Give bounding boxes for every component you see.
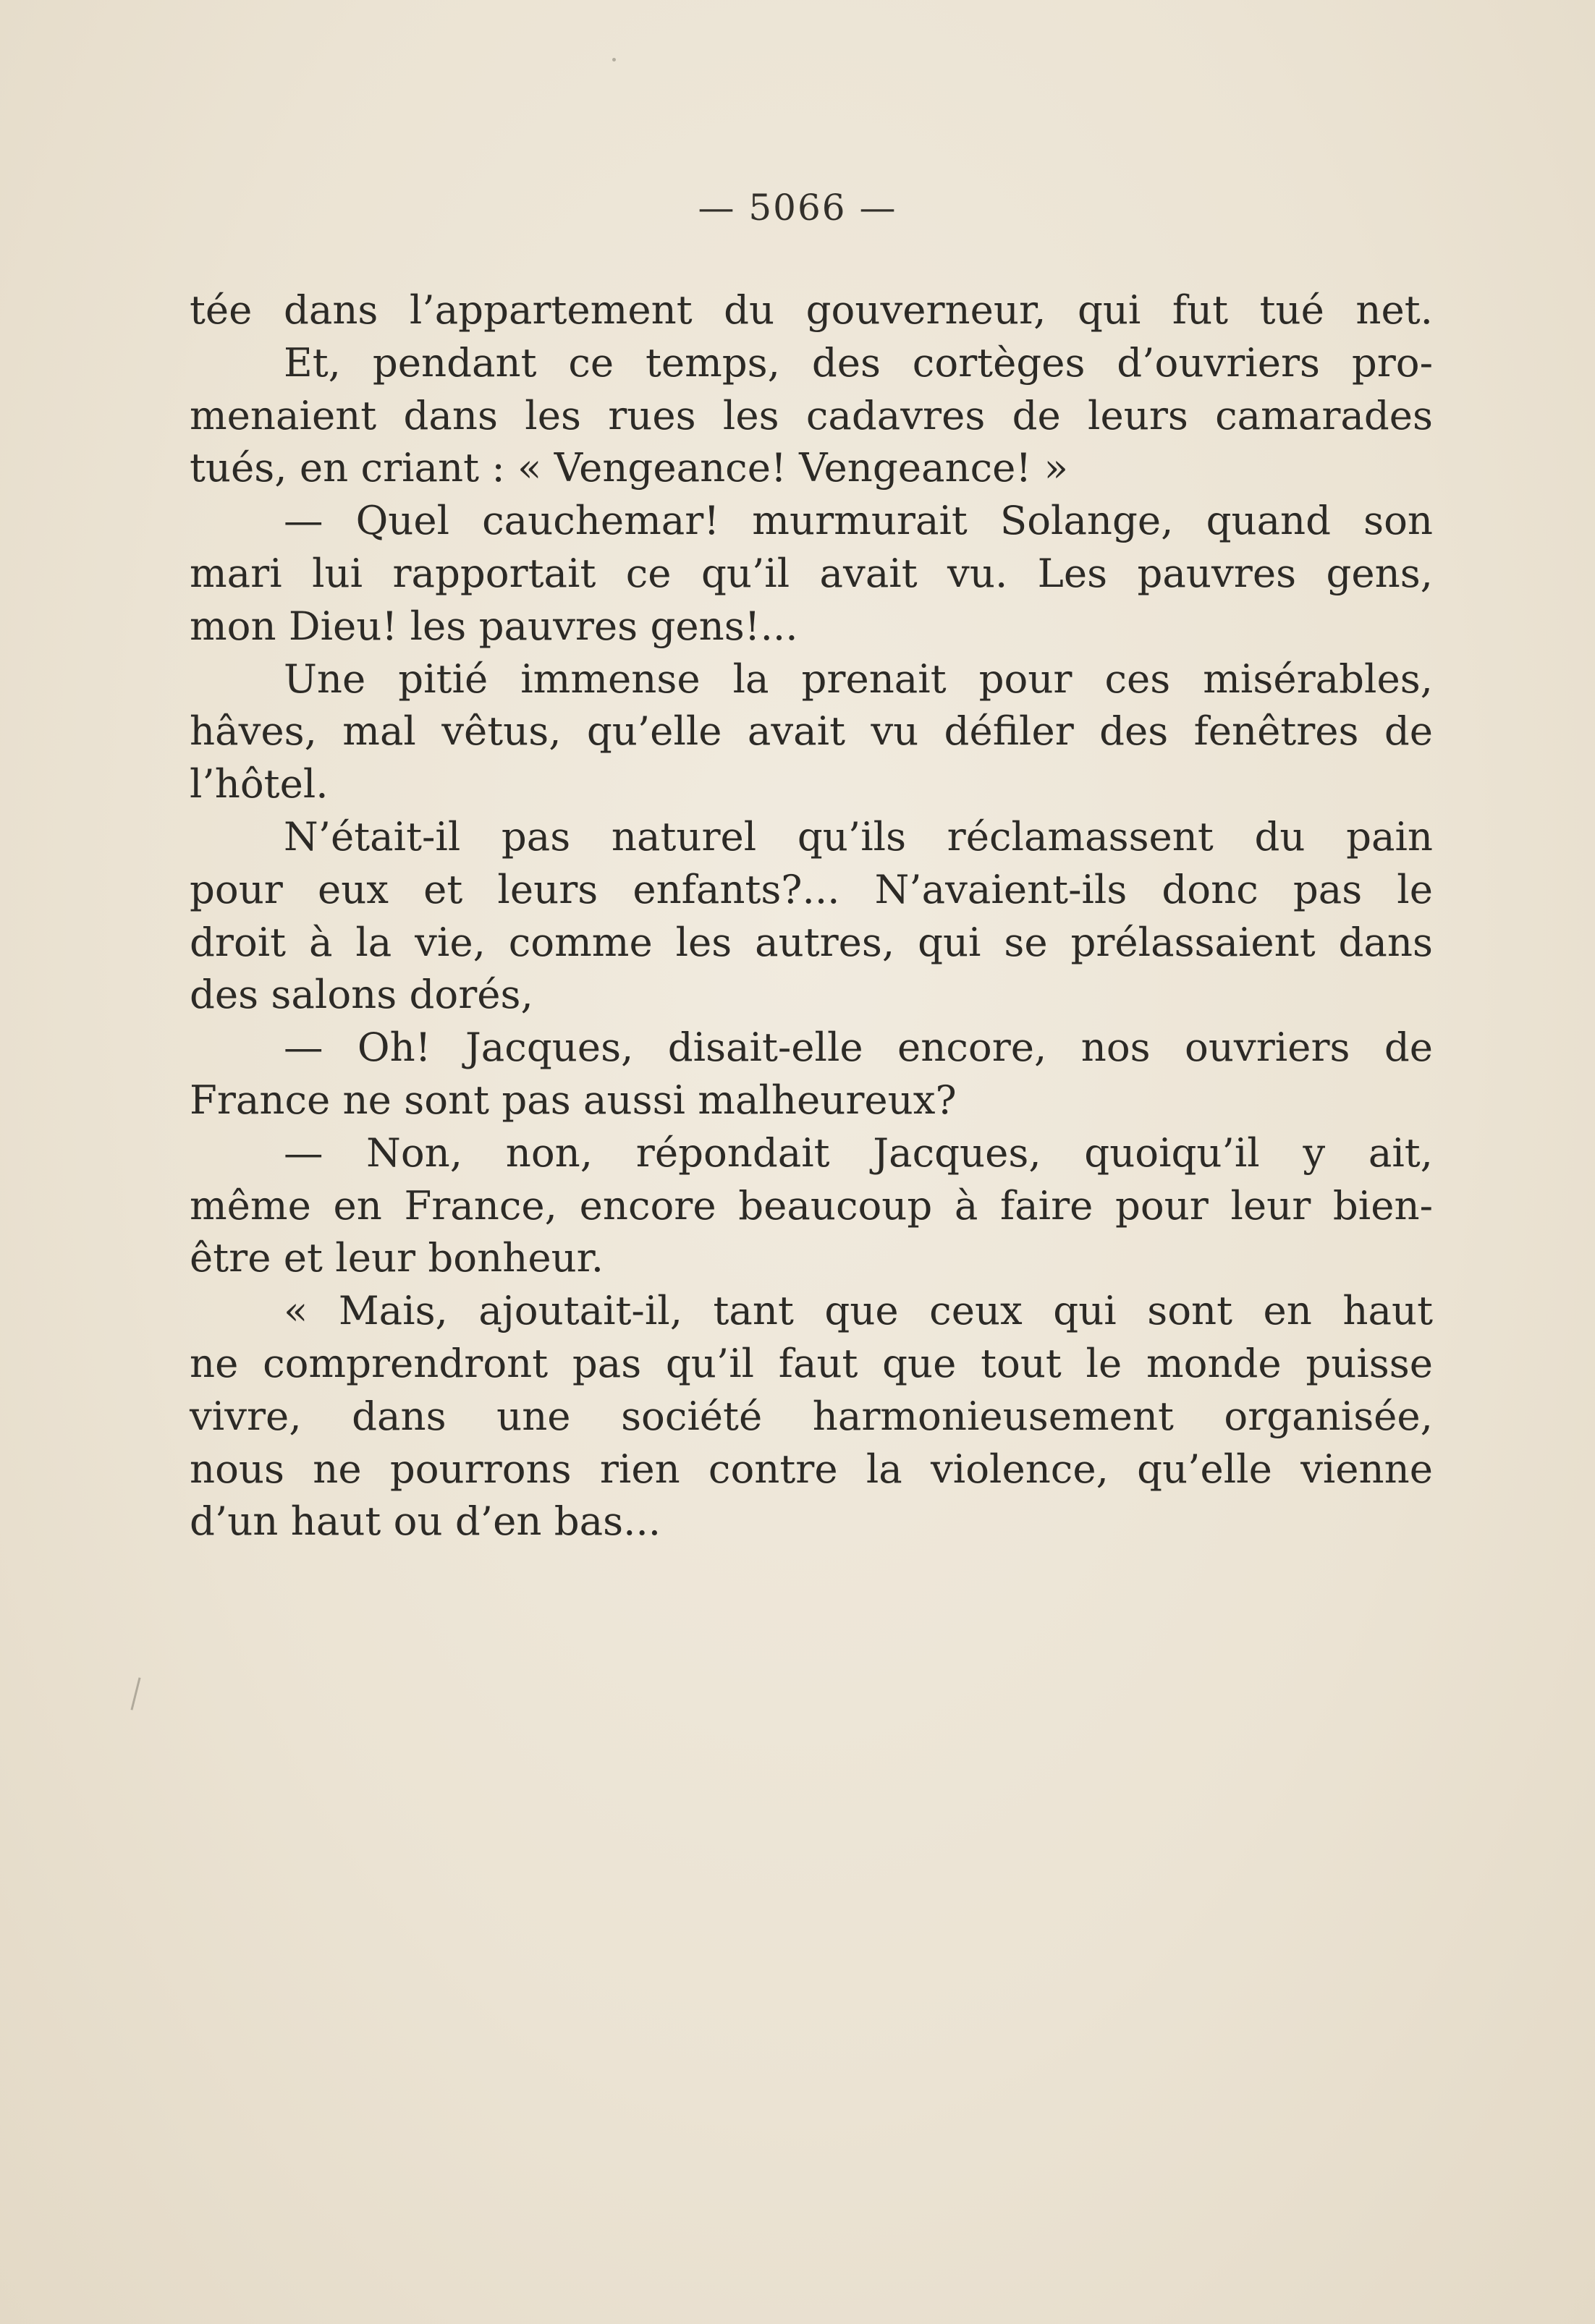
paper-scratch (130, 1677, 140, 1710)
text-line: pour eux et leurs enfants?... N’avaient-ils donc pas le (190, 865, 1433, 912)
page-number: — 5066 — (698, 187, 897, 229)
text-line: même en France, encore beaucoup à faire pour leur bien- (190, 1182, 1433, 1229)
text-line: N’était-il pas naturel qu’ils réclamassent du pain (284, 813, 1433, 860)
text-line: mari lui rapportait ce qu’il avait vu. Les pauvres gens, (190, 549, 1433, 596)
text-line: être et leur bonheur. (190, 1234, 604, 1281)
text-line: mon Dieu! les pauvres gens!... (190, 602, 798, 649)
text-line: d’un haut ou d’en bas... (190, 1498, 661, 1545)
text-line: tués, en criant : « Vengeance! Vengeance! » (190, 444, 1068, 491)
text-line: l’hôtel. (190, 760, 329, 807)
paper-speck (612, 58, 616, 62)
text-line: droit à la vie, comme les autres, qui se prélassaient dans (190, 918, 1433, 965)
text-line: « Mais, ajoutait-il, tant que ceux qui sont en haut (284, 1287, 1433, 1334)
text-line: hâves, mal vêtus, qu’elle avait vu défiler des fenêtres de (190, 708, 1433, 755)
text-line: des salons dorés, (190, 971, 533, 1018)
text-line: menaient dans les rues les cadavres de leurs camarades (190, 391, 1433, 438)
text-line: — Non, non, répondait Jacques, quoiqu’il y ait, (284, 1129, 1433, 1176)
text-line: Et, pendant ce temps, des cortèges d’ouvriers pro- (284, 339, 1433, 386)
text-line: — Oh! Jacques, disait-elle encore, nos ouvriers de (284, 1024, 1433, 1071)
text-line: Une pitié immense la prenait pour ces misérables, (284, 655, 1433, 702)
text-line: vivre, dans une société harmonieusement organisée, (190, 1392, 1433, 1439)
body-text (190, 284, 1433, 1548)
text-line: France ne sont pas aussi malheureux? (190, 1076, 957, 1123)
text-line: tée dans l’appartement du gouverneur, qui fut tué net. (190, 287, 1433, 333)
text-line: ne comprendront pas qu’il faut que tout le monde puisse (190, 1339, 1433, 1386)
text-line: nous ne pourrons rien contre la violence, qu’elle vienne (190, 1445, 1433, 1492)
text-line: — Quel cauchemar! murmurait Solange, quand son (284, 497, 1433, 544)
